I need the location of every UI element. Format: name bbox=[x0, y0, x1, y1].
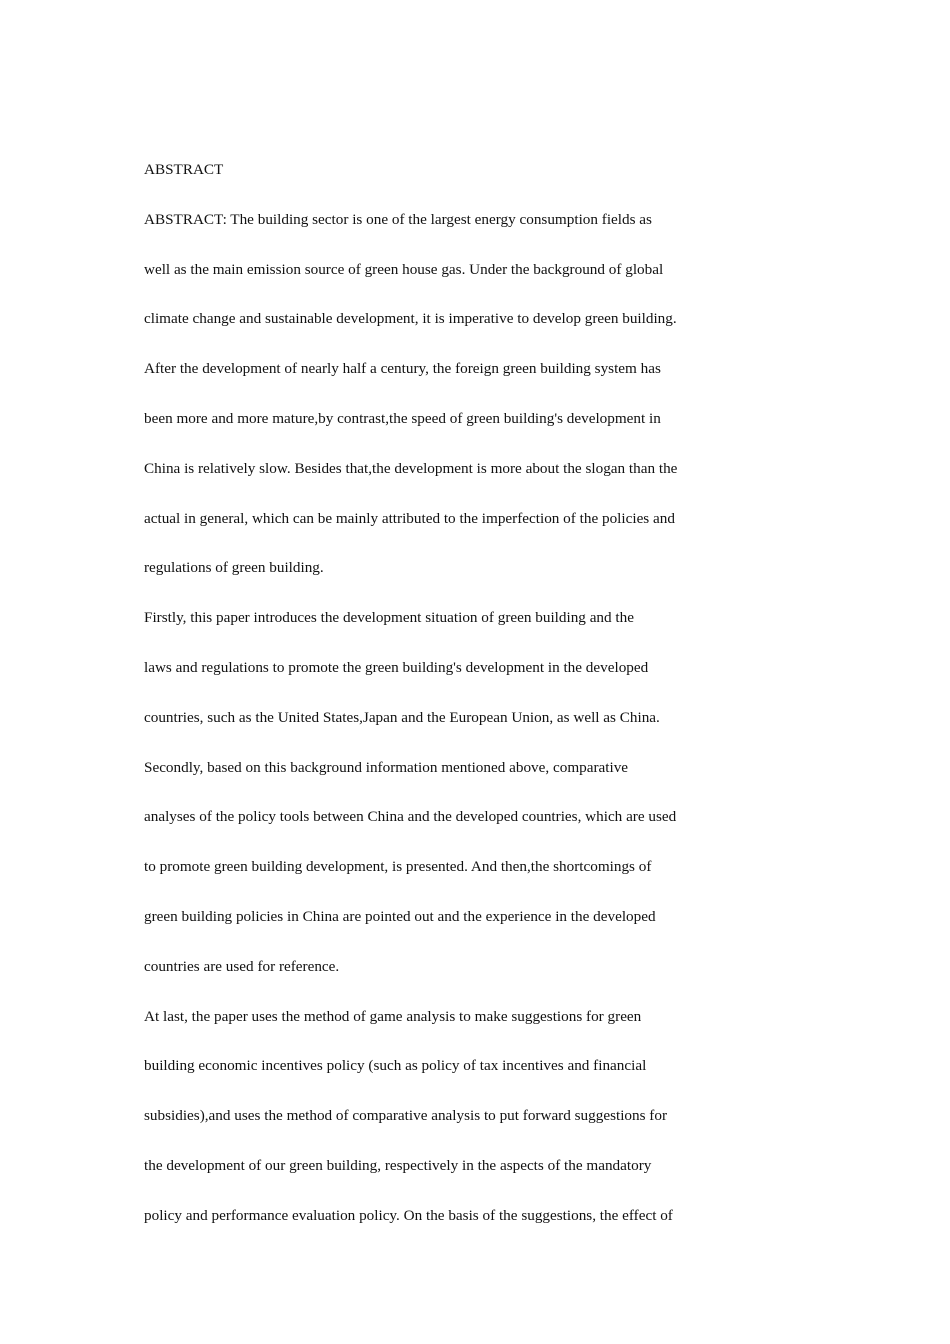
abstract-line: ABSTRACT: The building sector is one of the largest energy consumption fields as bbox=[144, 210, 652, 228]
abstract-line: laws and regulations to promote the green building's development in the developed bbox=[144, 658, 649, 676]
abstract-line: China is relatively slow. Besides that,the development is more about the slogan than the bbox=[144, 459, 678, 477]
abstract-line: subsidies),and uses the method of comparative analysis to put forward suggestions for bbox=[144, 1107, 668, 1125]
abstract-line: countries, such as the United States,Japan and the European Union, as well as China. bbox=[144, 708, 660, 726]
abstract-line: policy and performance evaluation policy. On the basis of the suggestions, the effect of bbox=[144, 1206, 673, 1224]
abstract-line: After the development of nearly half a century, the foreign green building system has bbox=[144, 360, 661, 378]
abstract-line: climate change and sustainable development, it is imperative to develop green building. bbox=[144, 310, 677, 328]
abstract-line: Secondly, based on this background information mentioned above, comparative bbox=[144, 758, 629, 776]
document-page bbox=[144, 145, 844, 1241]
abstract-line: analyses of the policy tools between China and the developed countries, which are used bbox=[144, 808, 677, 826]
abstract-line: regulations of green building. bbox=[144, 559, 324, 577]
abstract-line: At last, the paper uses the method of game analysis to make suggestions for green bbox=[144, 1007, 642, 1025]
abstract-line: Firstly, this paper introduces the development situation of green building and the bbox=[144, 609, 634, 627]
abstract-line: to promote green building development, is presented. And then,the shortcomings of bbox=[144, 858, 652, 876]
abstract-line: green building policies in China are pointed out and the experience in the developed bbox=[144, 907, 656, 925]
abstract-heading: ABSTRACT bbox=[144, 161, 224, 178]
abstract-line: actual in general, which can be mainly attributed to the imperfection of the policies and bbox=[144, 509, 675, 527]
abstract-line: building economic incentives policy (such as policy of tax incentives and financial bbox=[144, 1057, 647, 1075]
abstract-line: been more and more mature,by contrast,the speed of green building's development in bbox=[144, 409, 661, 427]
abstract-line: the development of our green building, respectively in the aspects of the mandatory bbox=[144, 1156, 652, 1174]
abstract-line: well as the main emission source of green house gas. Under the background of global bbox=[144, 260, 664, 278]
abstract-line: countries are used for reference. bbox=[144, 957, 340, 975]
